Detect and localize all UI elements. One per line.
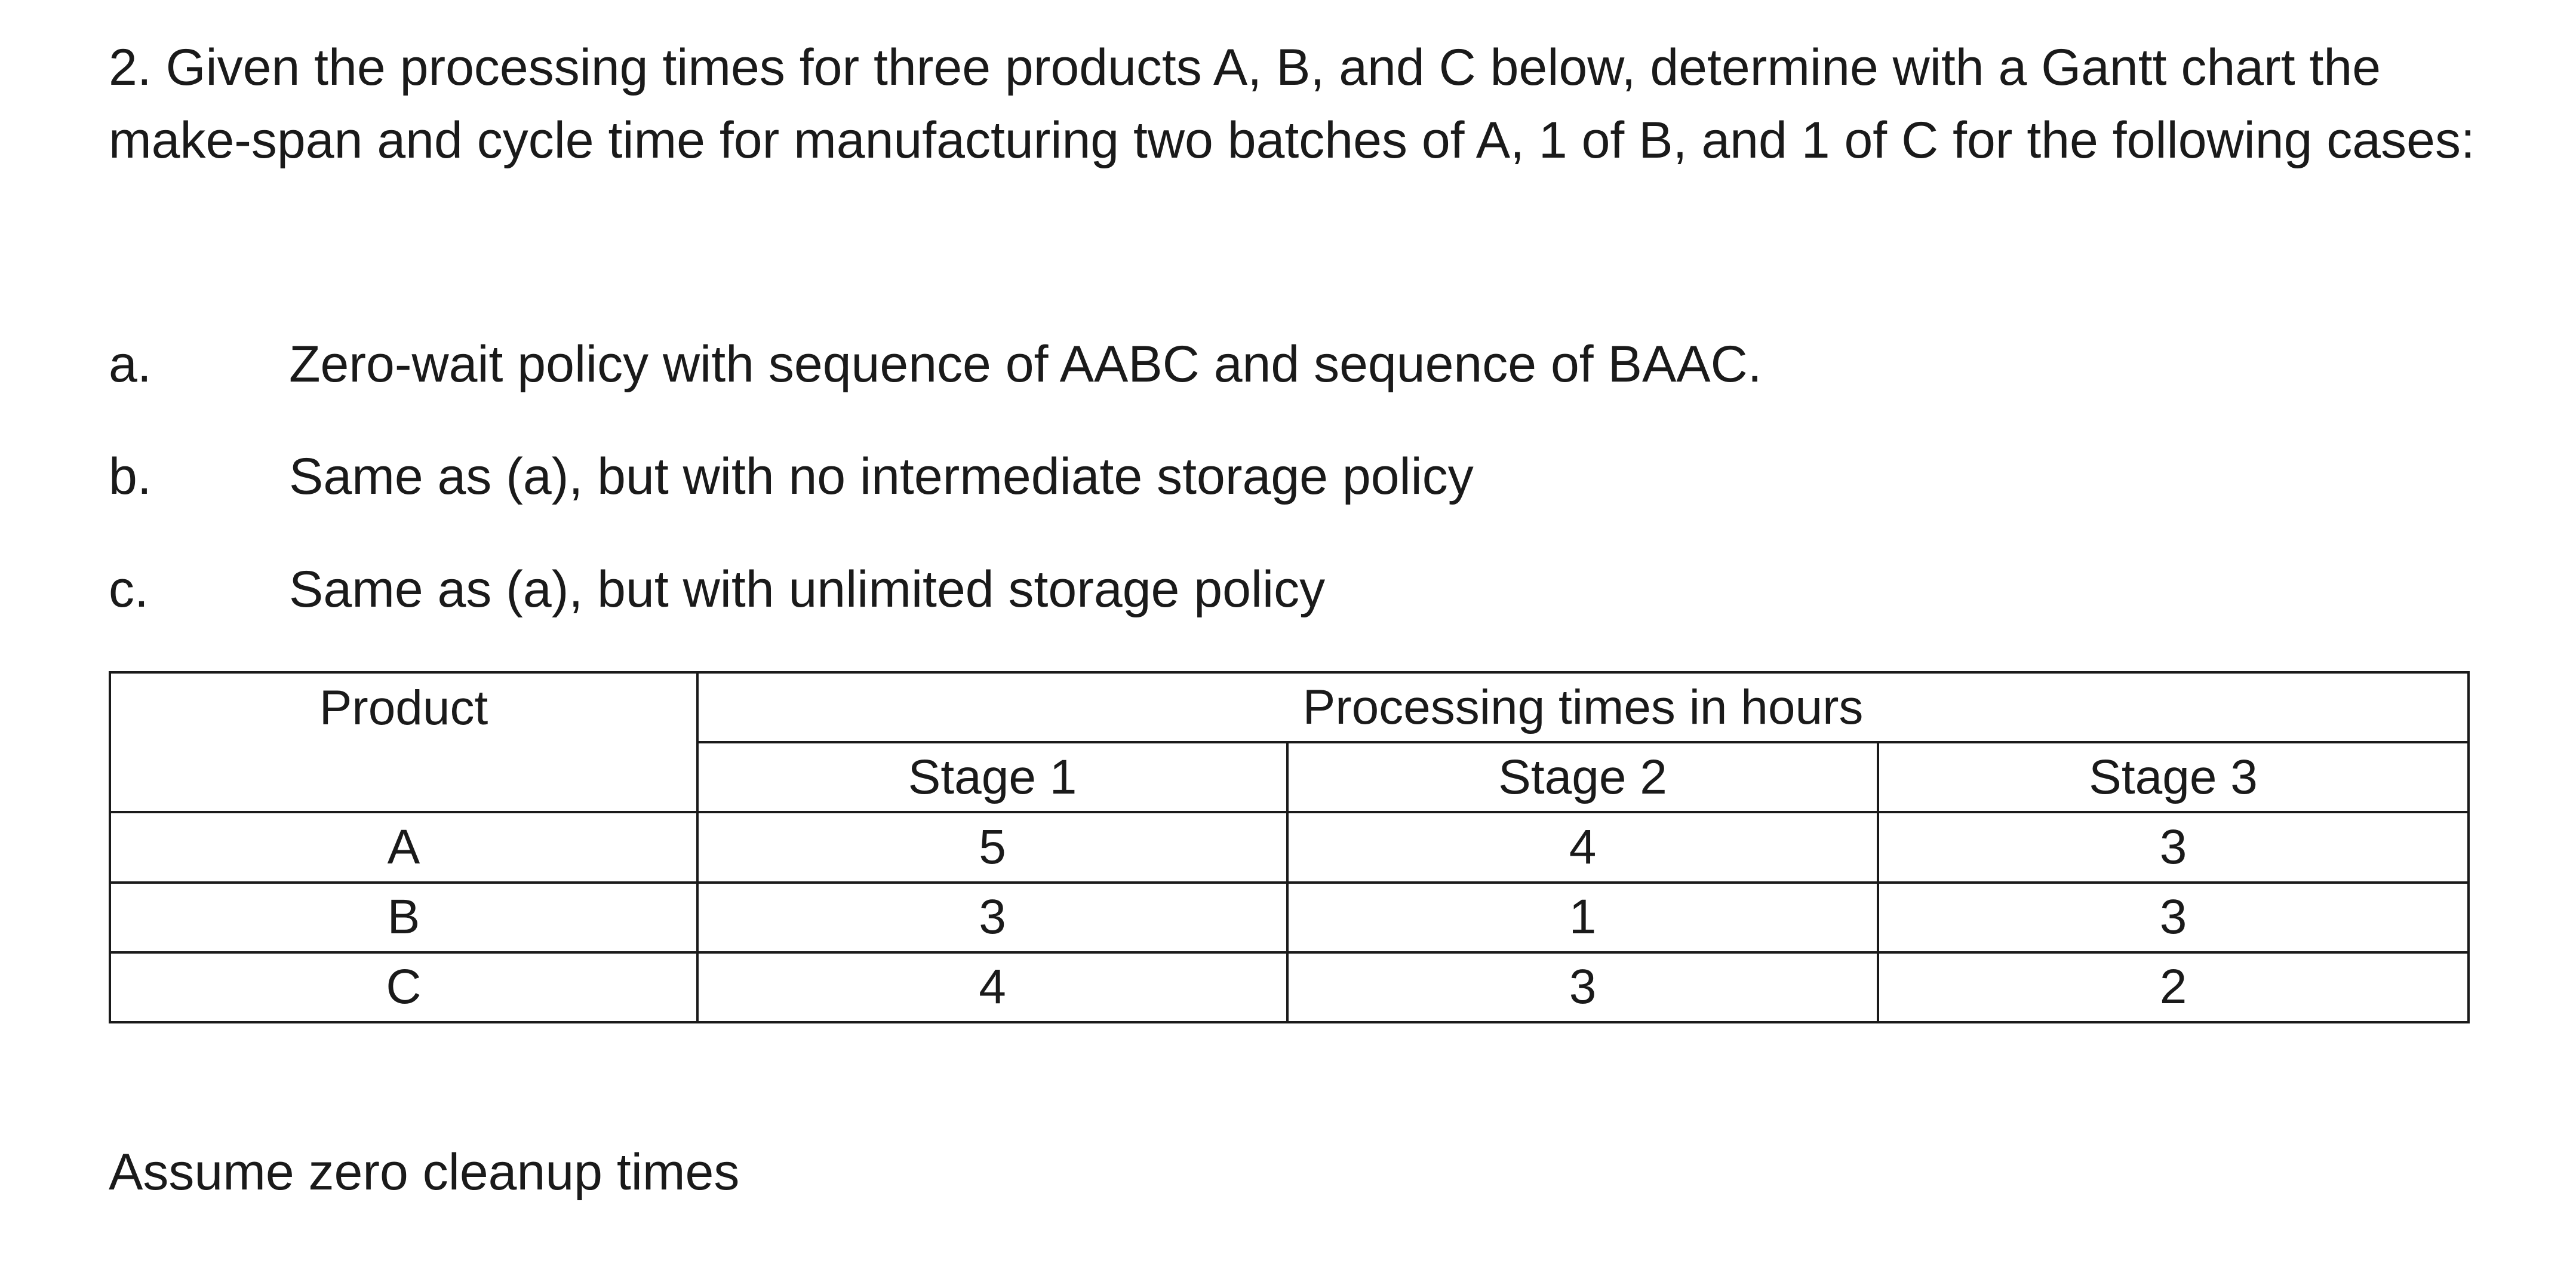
stage-1-cell: 4 [697,952,1287,1022]
stage-2-cell: 3 [1287,952,1878,1022]
case-c [109,557,2437,622]
table-row [110,812,2469,882]
case-b-letter: b. [109,448,152,505]
case-a-letter: a. [109,336,152,393]
stage-1-cell: 5 [697,812,1287,882]
stage-3-header: Stage 3 [1878,742,2469,812]
processing-times-header: Processing times in hours [697,672,2469,742]
problem-statement: 2. Given the processing times for three products A, B, and C below, determine with a Gantt chart the make-span and cycle time for manufacturing two batches of A, 1 of B, and 1 of C for the following cases: [109,39,2475,169]
product-header: Product [110,672,697,812]
case-c-letter: c. [109,561,149,618]
case-c-text: Same as (a), but with unlimited storage policy [289,561,1326,618]
stage-2-header: Stage 2 [1287,742,1878,812]
case-b-text: Same as (a), but with no intermediate storage policy [289,448,1474,505]
footnote: Assume zero cleanup times [109,1143,740,1201]
stage-3-cell: 3 [1878,883,2469,952]
stage-2-cell: 1 [1287,883,1878,952]
stage-1-header: Stage 1 [697,742,1287,812]
product-cell: A [110,812,697,882]
table-row [110,883,2469,952]
stage-3-cell: 3 [1878,812,2469,882]
stage-1-cell: 3 [697,883,1287,952]
product-cell: C [110,952,697,1022]
processing-times-table [109,671,2470,1023]
table-header-row [110,672,2469,742]
stage-2-cell: 4 [1287,812,1878,882]
stage-3-cell: 2 [1878,952,2469,1022]
case-a [109,331,2437,397]
product-cell: B [110,883,697,952]
case-b [109,444,2437,509]
table-row [110,952,2469,1022]
case-a-text: Zero-wait policy with sequence of AABC and sequence of BAAC. [289,336,1762,393]
